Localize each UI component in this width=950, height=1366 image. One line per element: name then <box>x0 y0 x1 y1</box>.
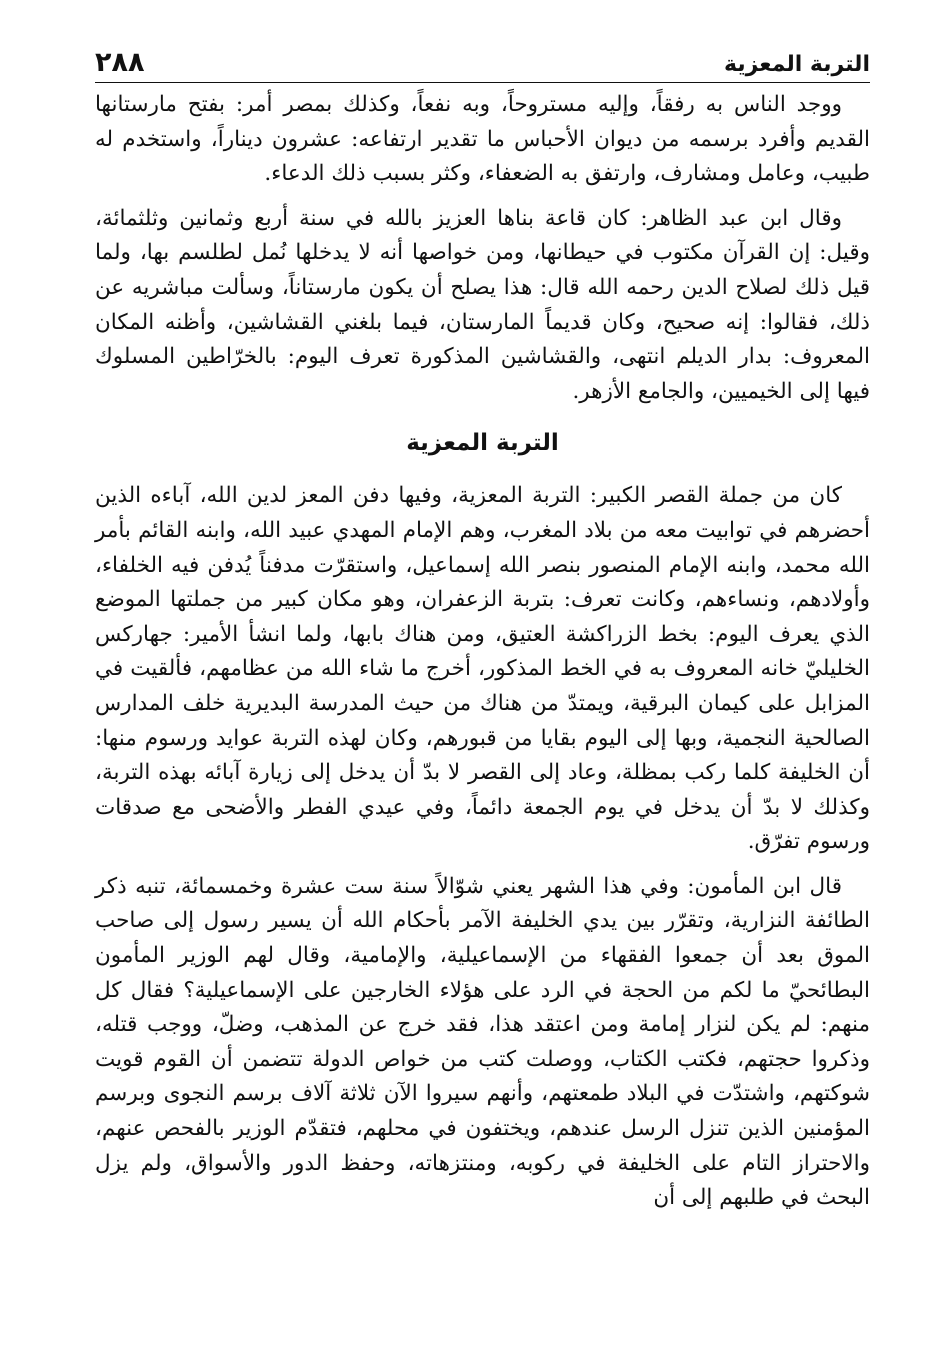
page-body <box>95 88 870 1216</box>
page-number: ٢٨٨ <box>95 47 145 78</box>
section-heading: التربة المعزية <box>406 430 559 457</box>
paragraph-4: قال ابن المأمون: وفي هذا الشهر يعني شوّالاً سنة ست عشرة وخمسمائة، تنبه ذكر الطائفة النزارية، وتقرّر بين يدي الخليفة الآمر بأحكام الله أن يسير رسول إلى صاحب الموق بعد أن جمعوا الفقهاء من الإسماعيلية، والإمامية، وقال لهم الوزير المأمون البطائحيّ ما لكم من الحجة في الرد على هؤلاء الخارجين على الإسماعيلية؟ فقال كل منهم: لم يكن لنزار إمامة ومن اعتقد هذا، فقد خرج عن المذهب، وضلّ، ووجب قتله، وذكروا حجتهم، فكتب الكتاب، ووصلت كتب من خواص الدولة تتضمن أن القوم قويت شوكتهم، واشتدّت في البلاد طمعتهم، وأنهم سيروا الآن ثلاثة آلاف برسم النجوى وبرسم المؤمنين الذين تنزل الرسل عندهم، ويختفون في محلهم، فتقدّم الوزير بالفحص عنهم، والاحتراز التام على الخليفة في ركوبه، ومنتزهاته، وحفظ الدور والأسواق، ولم يزل البحث في طلبهم إلى أن <box>95 873 870 1211</box>
page-header <box>95 28 870 80</box>
paragraph-2: وقال ابن عبد الظاهر: كان قاعة بناها العزيز بالله في سنة أربع وثمانين وثلثمائة، وقيل: إن القرآن مكتوب في حيطانها، ومن خواصها أنه لا يدخلها نُمل لطلسم بها، ولما قيل ذلك لصلاح الدين رحمه الله قال: هذا يصلح أن يكون مارستاناً، وسألت مباشريه عن ذلك، فقالوا: إنه صحيح، وكان قديماً المارستان، فيما بلغني القشاشين، وأظنه المكان المعروف: بدار الديلم انتهى، والقشاشين المذكورة تعرف اليوم: بالخرّاطين المسلوك فيها إلى الخيميين، والجامع الأزهر. <box>95 205 870 404</box>
running-title: التربة المعزية <box>724 52 870 77</box>
header-rule <box>95 82 870 83</box>
paragraph-1: ووجد الناس به رفقاً، وإليه مستروحاً، وبه نفعاً، وكذلك بمصر أمر: بفتح مارستانها القديم وأفرد برسمه من ديوان الأحباس ما تقدير ارتفاعه: عشرون ديناراً، واستخدم له طبيب، وعامل ومشارف، وارتفق به الضعفاء، وكثر بسبب ذلك الدعاء. <box>95 92 870 187</box>
paragraph-3: كان من جملة القصر الكبير: التربة المعزية، وفيها دفن المعز لدين الله، آباءه الذين أحضرهم في توابيت معه من بلاد المغرب، وهم الإمام المهدي عبيد الله، وابنه القائم بأمر الله محمد، وابنه الإمام المنصور بنصر الله إسماعيل، واستقرّت مدفناً يُدفن فيه الخلفاء، وأولادهم، ونساءهم، وكانت تعرف: بتربة الزعفران، وهو مكان كبير من جملتها الموضع الذي يعرف اليوم: بخط الزراكشة العتيق، ومن هناك بابها، ولما انشأ الأمير: جهاركس الخليليّ خانه المعروف به في الخط المذكور، أخرج ما شاء الله من عظامهم، فألقيت في المزابل على كيمان البرقية، ويمتدّ من هناك من حيث المدرسة البديرية خلف المدارس الصالحية النجمية، وبها إلى اليوم بقايا من قبورهم، وكان لهذه التربة عوايد ورسوم منها: أن الخليفة كلما ركب بمظلة، وعاد إلى القصر لا بدّ أن يدخل إلى زيارة آبائه بهذه التربة، وكذلك لا بدّ أن يدخل في يوم الجمعة دائماً، وفي عيدي الفطر والأضحى مع صدقات ورسوم تفرّق. <box>95 483 870 855</box>
